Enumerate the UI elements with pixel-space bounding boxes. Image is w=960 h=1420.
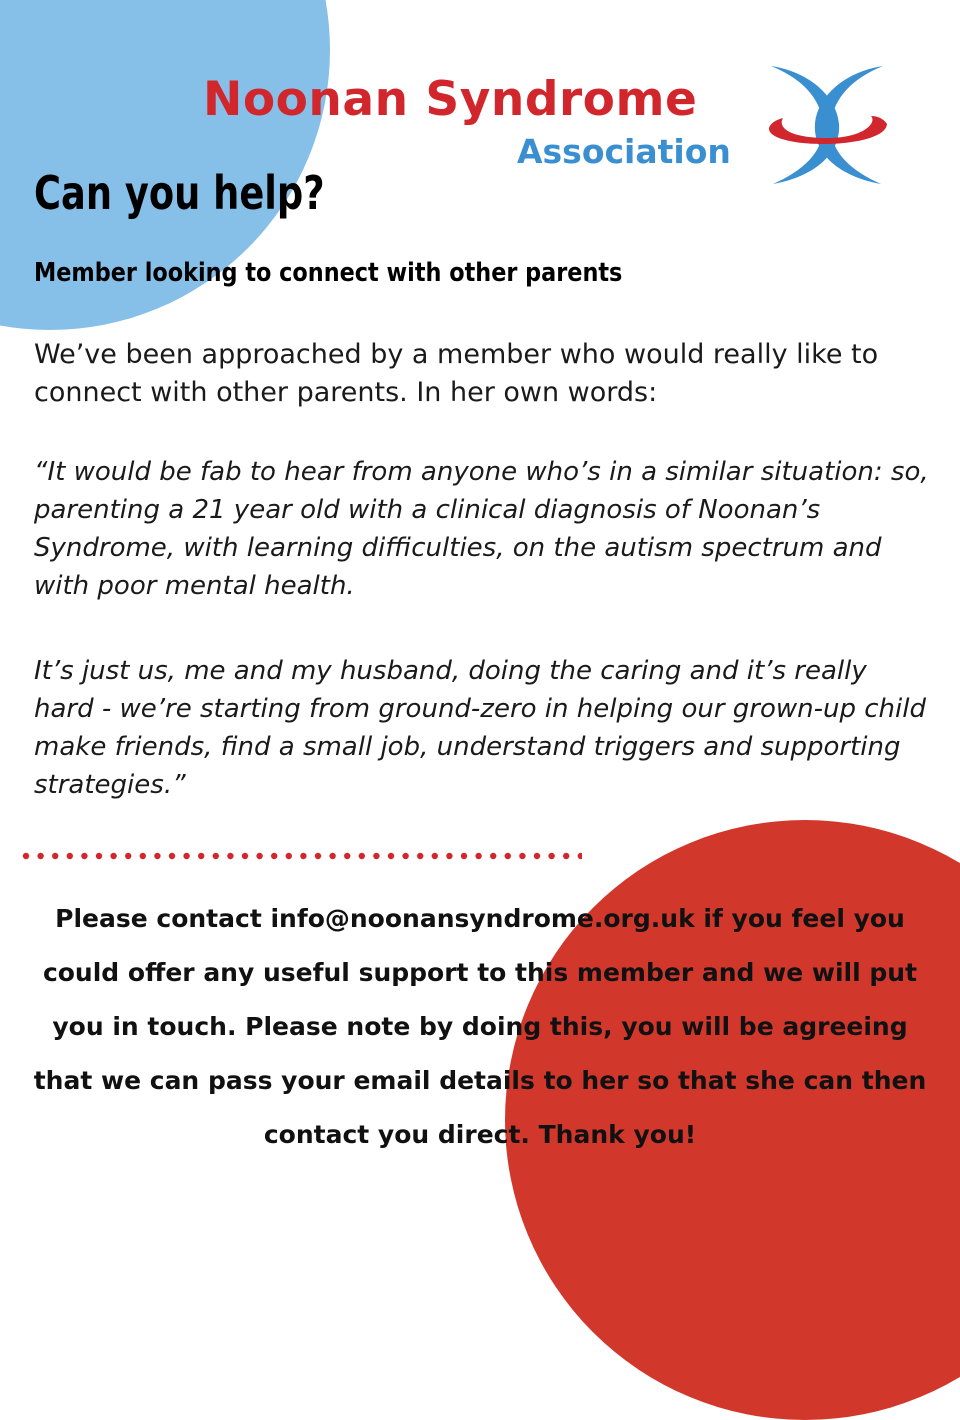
logo-title: Noonan Syndrome [203, 72, 698, 127]
logo-subtitle: Association [517, 132, 731, 171]
contact-paragraph: Please contact info@noonansyndrome.org.uk if you feel you could offer any useful support to this member and we will put you in touch. Please note by doing this, you will be agreeing that we can pass your email details to her so that she can then contact you direct. Thank you! [33, 904, 927, 1149]
noonan-logo-icon [765, 62, 895, 187]
intro-paragraph: We’ve been approached by a member who would really like to connect with other parents. In her own words: [34, 339, 879, 408]
quote-paragraph-2: It’s just us, me and my husband, doing the caring and it’s really hard - we’re starting from ground-zero in helping our grown-up child make friends, find a small job, understand triggers and supporting strategies.” [34, 656, 926, 800]
page-title: Can you help? [34, 166, 325, 220]
dotted-divider [22, 852, 582, 860]
page-subtitle: Member looking to connect with other parents [34, 258, 623, 288]
quote-paragraph-1: “It would be fab to hear from anyone who’s in a similar situation: so, parenting a 21 year old with a clinical diagnosis of Noonan’s Syndrome, with learning difficulties, on the autism spectrum and with poor mental health. [34, 457, 929, 601]
